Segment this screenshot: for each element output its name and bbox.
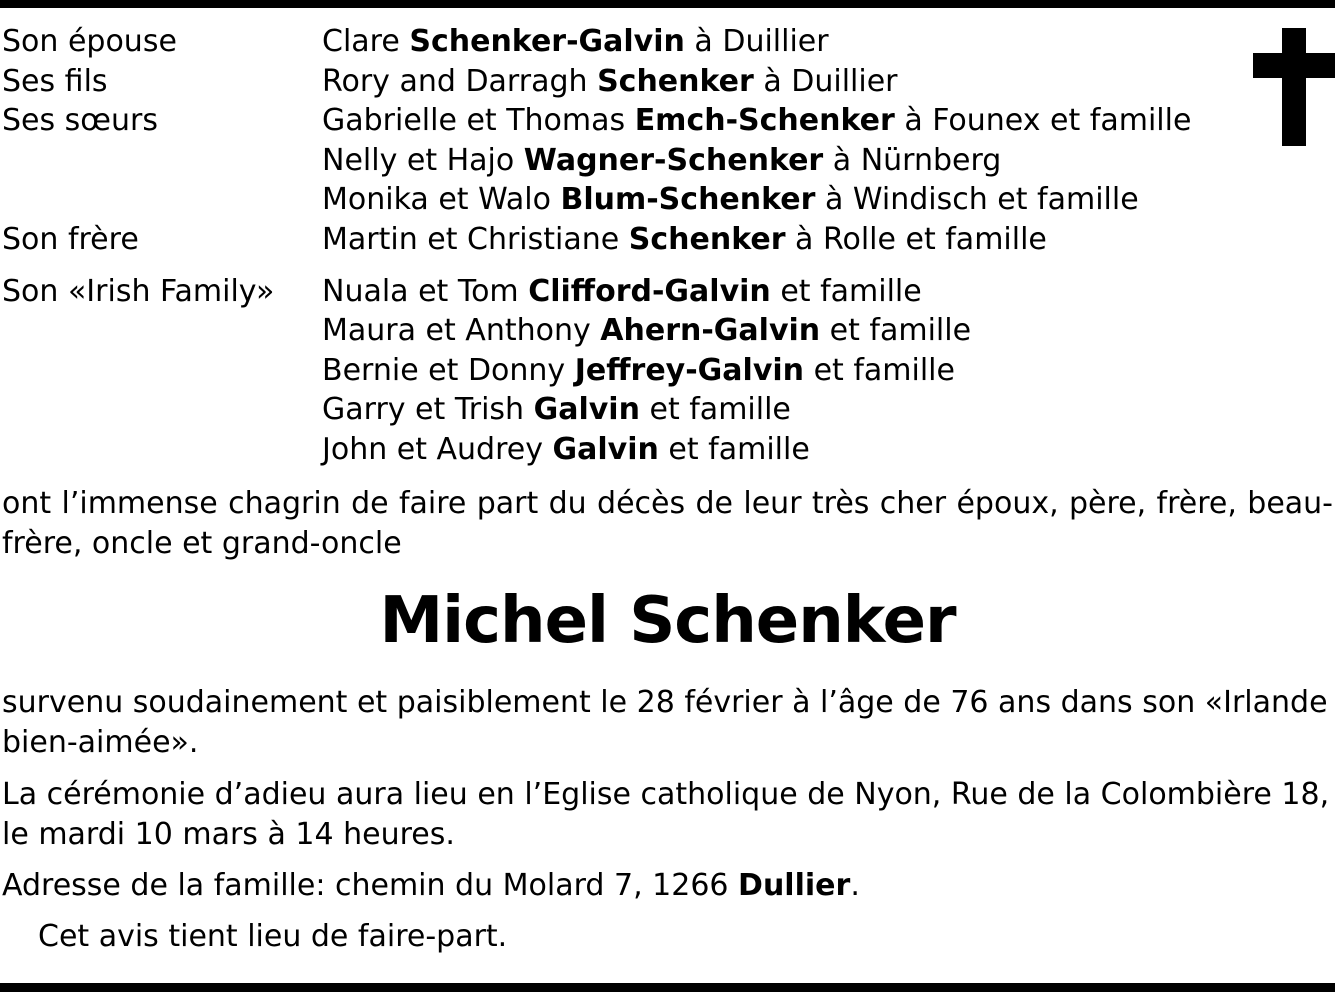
- relative-group-sons: [2, 62, 1252, 102]
- relative-entry: Gabrielle et Thomas Emch-Schenker à Founex et famille: [322, 103, 1192, 139]
- relatives-list: [2, 22, 1252, 470]
- relative-entry: Rory and Darragh Schenker à Duillier: [322, 63, 898, 99]
- relative-entry: Nelly et Hajo Wagner-Schenker à Nürnberg: [322, 142, 1002, 178]
- relation-label: Son «Irish Family»: [2, 273, 275, 309]
- announcement-intro: ont l’immense chagrin de faire part du décès de leur très cher époux, père, frère, beau-frère, oncle et grand-oncle: [2, 486, 1333, 561]
- relative-entry: Monika et Walo Blum-Schenker à Windisch et famille: [322, 182, 1139, 218]
- relative-entry: Maura et Anthony Ahern-Galvin et famille: [322, 313, 972, 349]
- relative-group-brother: [2, 220, 1252, 260]
- top-border-rule: [0, 0, 1335, 8]
- relative-entry: John et Audrey Galvin et famille: [322, 431, 810, 467]
- relative-group-sisters: [2, 101, 1252, 220]
- relative-group-irish-family: [2, 272, 1252, 470]
- relative-entry: Nuala et Tom Clifford-Galvin et famille: [322, 273, 922, 309]
- address-town: Dullier: [738, 868, 851, 903]
- death-notice-text: survenu soudainement et paisiblement le 28 février à l’âge de 76 ans dans son «Irlande bien-aimée».: [2, 685, 1328, 760]
- family-address: Adresse de la famille: chemin du Molard 7, 1266 Dullier.: [2, 868, 860, 903]
- closing-note: Cet avis tient lieu de faire-part.: [38, 919, 508, 954]
- latin-cross-icon: [1253, 28, 1335, 146]
- ceremony-text: La cérémonie d’adieu aura lieu en l’Eglise catholique de Nyon, Rue de la Colombière 18, le mardi 10 mars à 14 heures.: [2, 777, 1330, 852]
- relative-entry: Clare Schenker-Galvin à Duillier: [322, 24, 829, 59]
- relative-entry: Martin et Christiane Schenker à Rolle et famille: [322, 221, 1047, 257]
- bottom-border-rule: [0, 983, 1335, 992]
- relation-label: Ses sœurs: [2, 103, 158, 139]
- relation-label: Son épouse: [2, 24, 177, 59]
- deceased-name: Michel Schenker: [379, 584, 956, 658]
- relative-entry: Bernie et Donny Jeffrey-Galvin et famille: [322, 352, 955, 388]
- relation-label: Son frère: [2, 221, 139, 257]
- relative-group-spouse: [2, 22, 1252, 62]
- relative-entry: Garry et Trish Galvin et famille: [322, 392, 791, 428]
- relation-label: Ses fils: [2, 63, 108, 99]
